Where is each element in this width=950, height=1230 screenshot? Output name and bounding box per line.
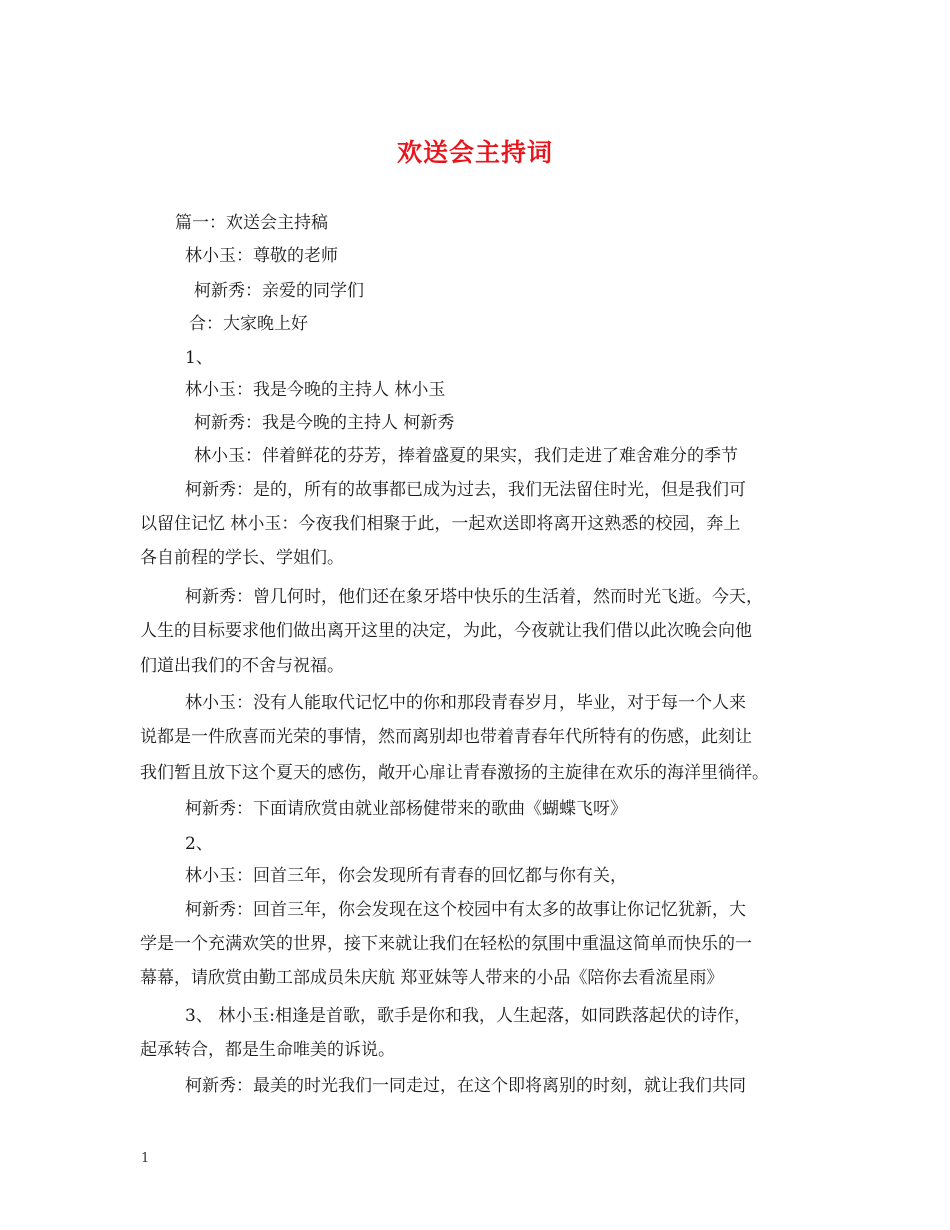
text-line: 起承转合，都是生命唯美的诉说。 (140, 1040, 395, 1060)
page-number: 1 (141, 1151, 150, 1166)
text-line: 柯新秀：我是今晚的主持人 柯新秀 (194, 413, 455, 433)
text-line: 各自前程的学长、学姐们。 (140, 548, 344, 568)
text-line: 柯新秀：曾几何时，他们还在象牙塔中快乐的生活着，然而时光飞逝。今天， (185, 587, 763, 607)
text-line: 以留住记忆 林小玉：今夜我们相聚于此，一起欢送即将离开这熟悉的校园，奔上 (140, 514, 741, 534)
text-line: 林小玉：回首三年，你会发现所有青春的回忆都与你有关， (185, 866, 627, 886)
text-line: 说都是一件欣喜而光荣的事情，然而离别却也带着青春年代所特有的伤感，此刻让 (140, 727, 752, 747)
text-line: 1、 (185, 348, 213, 368)
document-title: 欢送会主持词 (396, 138, 553, 167)
text-line: 柯新秀：亲爱的同学们 (194, 281, 364, 301)
text-line: 柯新秀：下面请欣赏由就业部杨健带来的歌曲《蝴蝶飞呀》 (185, 799, 627, 819)
text-line: 我们暂且放下这个夏天的感伤，敞开心扉让青春激扬的主旋律在欢乐的海洋里徜徉。 (140, 763, 769, 783)
text-line: 柯新秀：最美的时光我们一同走过，在这个即将离别的时刻，就让我们共同 (185, 1076, 746, 1096)
text-line: 3、 林小玉:相逢是首歌，歌手是你和我，人生起落，如同跌落起伏的诗作， (185, 1006, 751, 1026)
text-line: 篇一：欢送会主持稿 (175, 213, 328, 233)
text-line: 柯新秀：回首三年，你会发现在这个校园中有太多的故事让你记忆犹新，大 (185, 900, 746, 920)
text-line: 林小玉：没有人能取代记忆中的你和那段青春岁月，毕业，对于每一个人来 (185, 693, 746, 713)
text-line: 们道出我们的不舍与祝福。 (140, 656, 344, 676)
text-line: 学是一个充满欢笑的世界，接下来就让我们在轻松的氛围中重温这简单而快乐的一 (140, 934, 752, 954)
text-line: 人生的目标要求他们做出离开这里的决定，为此，今夜就让我们借以此次晚会向他 (140, 621, 752, 641)
text-line: 合：大家晚上好 (189, 314, 308, 334)
text-line: 林小玉：尊敬的老师 (185, 246, 338, 266)
text-line: 林小玉：伴着鲜花的芬芳，捧着盛夏的果实，我们走进了难舍难分的季节 (194, 446, 738, 466)
text-line: 幕幕，请欣赏由勤工部成员朱庆航 郑亚妹等人带来的小品《陪你去看流星雨》 (140, 968, 724, 988)
text-line: 柯新秀：是的，所有的故事都已成为过去，我们无法留住时光，但是我们可 (185, 480, 746, 500)
text-line: 林小玉：我是今晚的主持人 林小玉 (185, 380, 446, 400)
text-line: 2、 (185, 834, 213, 854)
